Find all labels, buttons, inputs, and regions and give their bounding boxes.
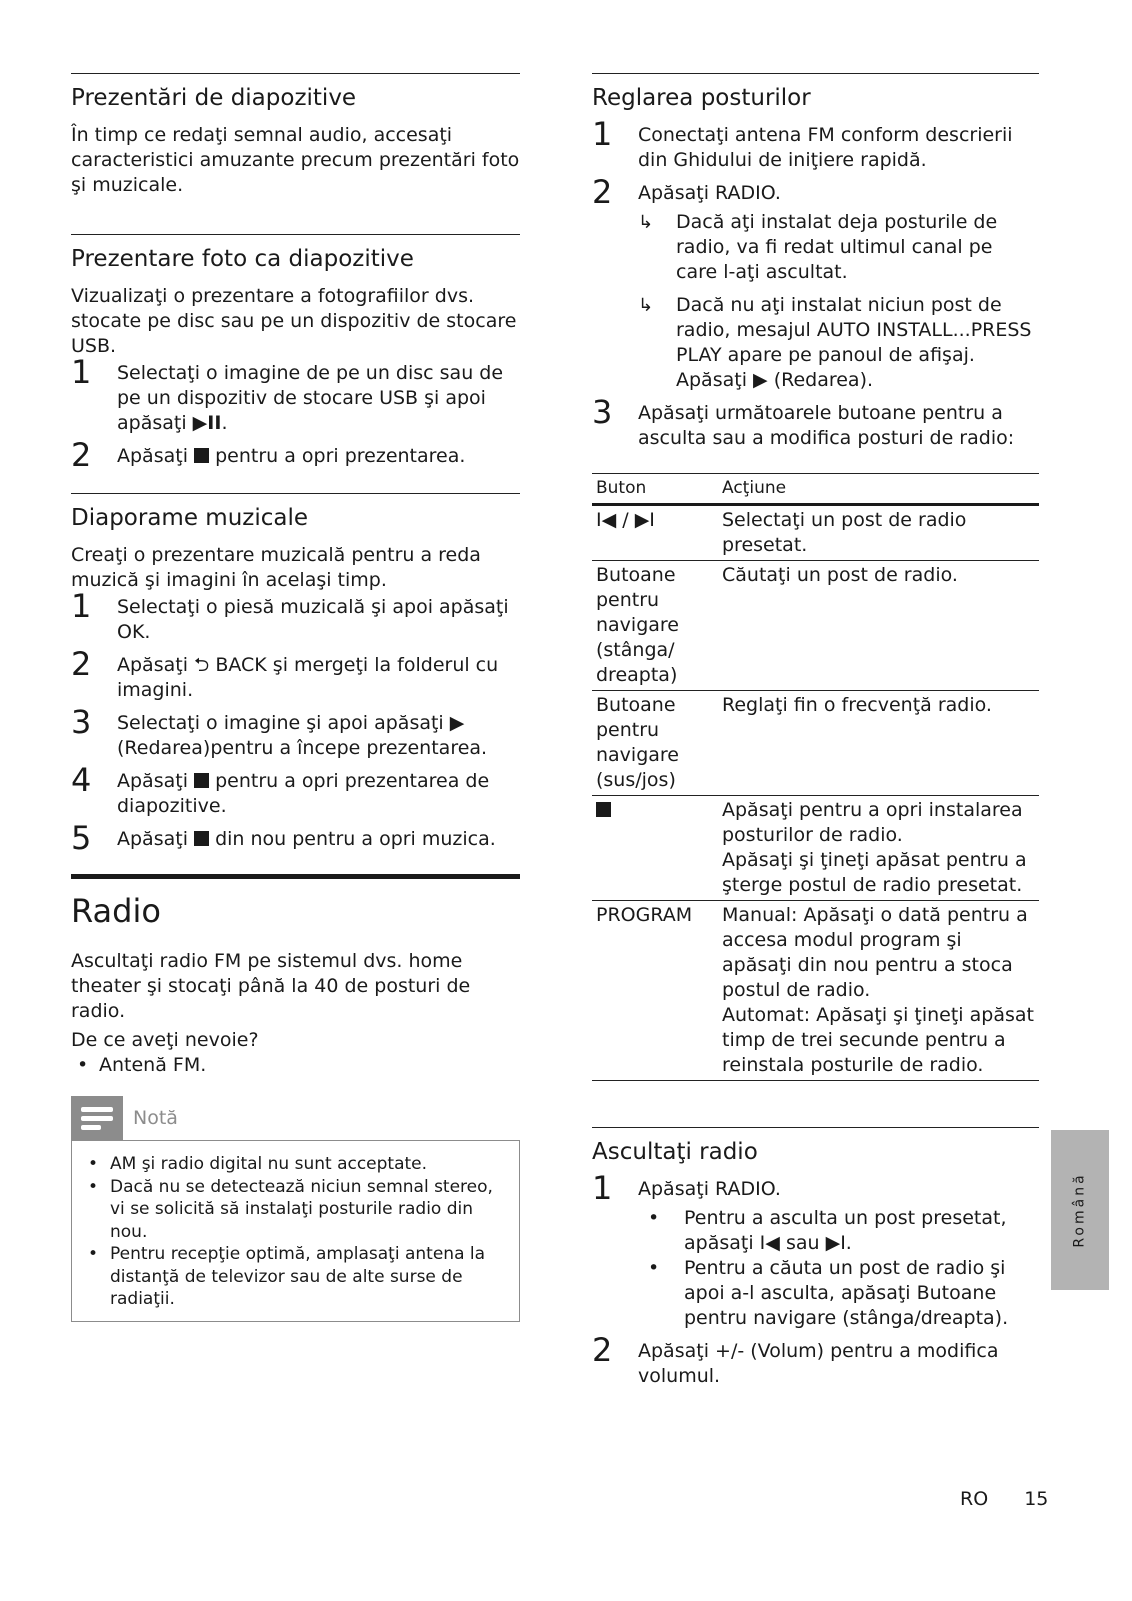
table-row: I◀ / ▶I Selectaţi un post de radio presetat. [592,505,1039,561]
need-list [71,1053,520,1078]
steps-list [592,1169,1039,1389]
note-label: Notă [133,1107,178,1129]
section-slideshows [71,73,520,198]
section-radio [71,874,520,1322]
chapter-title: Radio [71,892,161,930]
list-item: • Dacă nu se detectează niciun semnal stereo, vi se solicită să instalaţi posturile radio din nou. [82,1176,509,1244]
step: 3 Selectaţi o imagine şi apoi apăsaţi ▶ (Redarea)pentru a începe prezentarea. [71,703,488,759]
table-row: PROGRAM Manual: Apăsaţi o dată pentru a accesa modul program şi apăsaţi din nou pentru a stoca postul de radio. Automat: Apăsaţi şi ţineţi apăsat timp de trei secunde pentru a reinstala posturile de radio. [592,901,1039,1081]
section-title: Reglarea posturilor [592,85,811,111]
note-icon [71,1096,123,1140]
stop-icon [596,802,611,817]
page-number: 15 [1024,1488,1049,1510]
play-icon: ▶ [753,369,768,391]
prev-icon: I◀ [759,1232,780,1254]
note-header [71,1096,520,1140]
section-title: Diaporame muzicale [71,505,309,531]
stop-icon [194,831,209,846]
paragraph: Vizualizaţi o prezentare a fotografiilor dvs. stocate pe disc sau pe un dispozitiv de stocare USB. [71,285,517,357]
result-item: ↳ Dacă aţi instalat deja posturile de radio, va fi redat ultimul canal pe care l-aţi ascultat. [638,211,998,283]
table-row: Apăsaţi pentru a opri instalarea posturilor de radio. Apăsaţi şi ţineţi apăsat pentru a şterge postul de radio presetat. [592,796,1039,901]
play-icon: ▶ [449,712,465,734]
list-item: • Antenă FM. [71,1053,520,1078]
step: 1 Conectaţi antena FM conform descrierii din Ghidului de iniţiere rapidă. [592,115,1013,171]
steps-list [592,115,1039,451]
steps-list [71,353,520,474]
step: 4 Apăsaţi pentru a opri prezentarea de diapozitive. [71,761,490,817]
list-item: • AM şi radio digital nu sunt acceptate. [82,1153,509,1176]
step: 2 Apăsaţi RADIO. ↳ Dacă aţi instalat deja posturile de radio, va fi redat ultimul canal pe care l-aţi ascultat. ↳ Dacă nu aţi instalat niciun post de radio, mesajul AUTO INSTALL...PRESS PLAY apare pe panoul de afişaj. Apăsaţi ▶ (Redarea). [592,181,1039,393]
button-action-table [592,473,1039,1081]
result-list [638,210,1039,393]
result-item: ↳ Dacă nu aţi instalat niciun post de radio, mesajul AUTO INSTALL...PRESS PLAY apare pe panoul de afişaj. Apăsaţi ▶ (Redarea). [638,294,1032,391]
paragraph: Ascultaţi radio FM pe sistemul dvs. home theater şi stocaţi până la 40 de posturi de radio. [71,950,471,1022]
list-item: • Pentru recepţie optimă, amplasaţi antena la distanţă de televizor sau de alte surse de radiaţii. [82,1243,509,1311]
section-title: Prezentări de diapozitive [71,85,357,111]
step: 3 Apăsaţi următoarele butoane pentru a asculta sau a modifica posturi de radio: [592,393,1015,449]
section-photo-slideshow [71,234,520,474]
subheading: De ce aveţi nevoie? [71,1029,259,1051]
step: 2 Apăsaţi pentru a opri prezentarea. [71,436,466,474]
bullet-list [638,1206,1039,1331]
play-pause-icon: ▶II [192,412,222,434]
note-list [82,1153,509,1311]
language-tab: Română [1051,1130,1109,1290]
paragraph: În timp ce redaţi semnal audio, accesaţi caracteristici amuzante precum prezentări foto şi muzicale. [71,124,520,196]
section-title: Ascultaţi radio [592,1139,758,1165]
arrow-icon: ↳ [638,212,654,233]
section-listen-radio [592,1127,1039,1389]
step: 2 Apăsaţi ⮌ BACK şi mergeţi la folderul cu imagini. [71,645,499,701]
stop-icon [194,773,209,788]
note-box [71,1140,520,1322]
list-item: • Pentru a căuta un post de radio şi apoi a-l asculta, apăsaţi Butoane pentru navigare (stânga/dreapta). [638,1256,1039,1331]
next-icon: ▶I [825,1232,846,1254]
section-title: Prezentare foto ca diapozitive [71,246,414,272]
step: 1 Selectaţi o imagine de pe un disc sau de pe un dispozitiv de stocare USB şi apoi apăsaţi ▶II. [71,353,504,434]
arrow-icon: ↳ [638,295,654,316]
back-icon: ⮌ [194,654,210,676]
steps-list [71,587,520,857]
language-code: RO [960,1488,989,1510]
step: 1 Selectaţi o piesă muzicală şi apoi apăsaţi OK. [71,587,509,643]
right-column [592,73,1039,1397]
step: 1 Apăsaţi RADIO. • Pentru a asculta un post presetat, apăsaţi I◀ sau ▶I. • Pentru a căuta un post de radio şi apoi a-l asculta, apăsaţi Butoane pentru navigare (stânga/dreapta). [592,1177,1039,1331]
table-header: Buton Acţiune [592,474,1039,505]
table-row: Butoane pentru navigare (sus/jos) Reglaţi fin o frecvenţă radio. [592,691,1039,796]
step: 2 Apăsaţi +/- (Volum) pentru a modifica volumul. [592,1331,999,1387]
table-row: Butoane pentru navigare (stânga/ dreapta) Căutaţi un post de radio. [592,561,1039,691]
paragraph: Creaţi o prezentare muzicală pentru a reda muzică şi imagini în acelaşi timp. [71,544,481,591]
stop-icon [194,448,209,463]
step: 5 Apăsaţi din nou pentru a opri muzica. [71,819,496,857]
page-footer [960,1487,1048,1512]
section-tuning [592,73,1039,451]
left-column [71,73,520,1322]
prev-next-icon: I◀ / ▶I [592,505,718,561]
list-item: • Pentru a asculta un post presetat, apăsaţi I◀ sau ▶I. [638,1206,1039,1256]
section-music-slideshows [71,493,520,857]
